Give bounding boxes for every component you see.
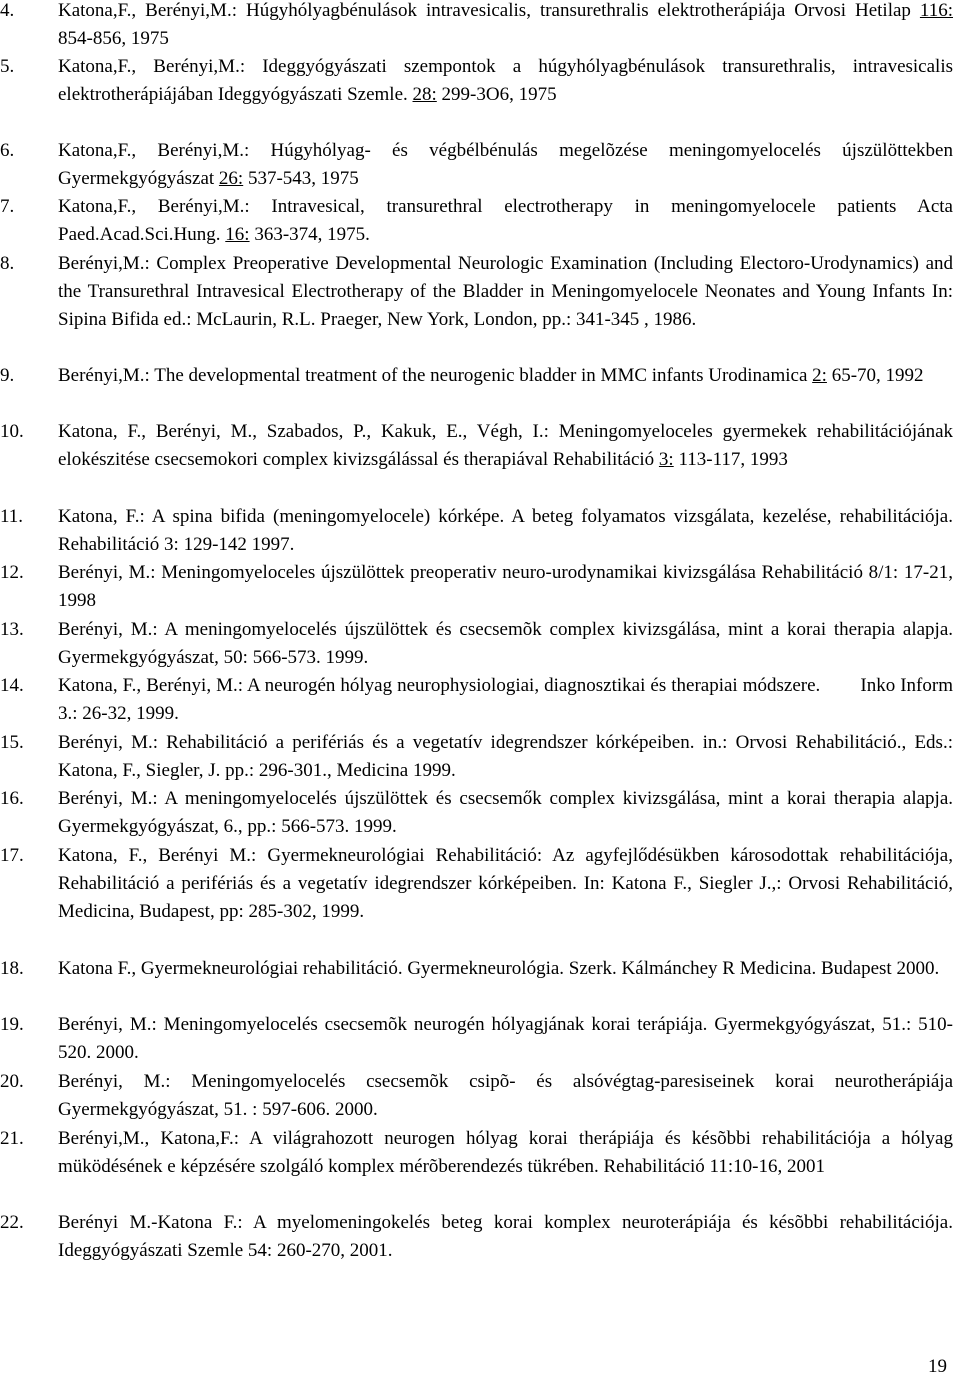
reference-text: Berényi,M., Katona,F.: A világrahozott neurogen hólyag korai therápiája és késõbbi rehabilitációja a hólyag müködésének e képzésére szolgáló komplex mérõberendezés tükrében. Rehabilitáció 11:10-16, 2001 [58, 1128, 953, 1177]
reference-number: 21. [0, 1128, 24, 1149]
reference-text: Katona, F., Berényi M.: Gyermekneurológiai Rehabilitáció: Az agyfejlődésükben károsodottak rehabilitációja, Rehabilitáció a perifériás és a vegetatív idegrendszer kórképeiben. In: Katona F., Siegler J.,: Orvosi Rehabilitáció, Medicina, Budapest, pp: 285-302, 1999. [58, 845, 953, 922]
reference-number: 16. [0, 788, 24, 809]
reference-number: 18. [0, 958, 24, 979]
reference-text: Berényi, M.: Rehabilitáció a perifériás és a vegetatív idegrendszer kórképeiben. in.: Orvosi Rehabilitáció., Eds.: Katona, F., Siegler, J. pp.: 296-301., Medicina 1999. [58, 732, 953, 781]
reference-text: Berényi, M.: A meningomyelocelés újszülöttek és csecsemõk complex kivizsgálása, mint a korai therapia alapja. Gyermekgyógyászat, 50: 566-573. 1999. [58, 619, 953, 668]
reference-text: Berényi, M.: A meningomyelocelés újszülöttek és csecsemők complex kivizsgálása, mint a korai therapia alapja. Gyermekgyógyászat, 6., pp.: 566-573. 1999. [58, 788, 953, 837]
reference-item [0, 418, 953, 474]
reference-item [0, 1011, 953, 1067]
reference-number: 19. [0, 1014, 24, 1035]
reference-item [0, 137, 953, 193]
reference-number: 14. [0, 675, 24, 696]
reference-text: Berényi, M.: Meningomyelocelés csecsemõk neurogén hólyagjának korai terápiája. Gyermekgyógyászat, 51.: 510-520. 2000. [58, 1014, 953, 1063]
reference-item [0, 362, 953, 390]
reference-text: Berényi, M.: Meningomyeloceles újszülöttek preoperativ neuro-urodynamikai kivizsgálása Rehabilitáció 8/1: 17-21, 1998 [58, 562, 953, 611]
reference-text: Berényi, M.: Meningomyelocelés csecsemõk csipõ- és alsóvégtag-paresiseinek korai neurotherápiája Gyermekgyógyászat, 51. : 597-606. 2000. [58, 1071, 953, 1120]
reference-number: 4. [0, 0, 15, 21]
reference-item [0, 250, 953, 334]
reference-number: 7. [0, 196, 15, 217]
reference-text: Katona, F.: A spina bifida (meningomyelocele) kórképe. A beteg folyamatos vizsgálata, kezelése, rehabilitációja. Rehabilitáció 3: 129-142 1997. [58, 506, 953, 555]
reference-number: 12. [0, 562, 24, 583]
reference-number: 13. [0, 619, 24, 640]
reference-number: 20. [0, 1071, 24, 1092]
reference-text: Berényi,M.: The developmental treatment of the neurogenic bladder in MMC infants Urodinamica 2: 65-70, 1992 [58, 365, 924, 386]
reference-number: 11. [0, 506, 24, 527]
reference-number: 6. [0, 140, 15, 161]
reference-item [0, 503, 953, 559]
reference-item [0, 1068, 953, 1124]
reference-item [0, 729, 953, 785]
reference-text: Katona F., Gyermekneurológiai rehabilitáció. Gyermekneurológia. Szerk. Kálmánchey R Medicina. Budapest 2000. [58, 958, 940, 979]
reference-number: 15. [0, 732, 24, 753]
reference-item [0, 955, 953, 983]
reference-number: 10. [0, 421, 24, 442]
reference-text: Berényi,M.: Complex Preoperative Developmental Neurologic Examination (Including Electoro-Urodynamics) and the Transurethral Intravesical Electrotherapy of the Bladder in Meningomyelocele Neonates and Young Infants In: Sipina Bifida ed.: McLaurin, R.L. Praeger, New York, London, pp.: 341-345 , 1986. [58, 253, 953, 330]
reference-text: Katona,F., Berényi,M.: Húgyhólyagbénulások intravesicalis, transurethralis elektrotherápiája Orvosi Hetilap 116: 854-856, 1975 [58, 0, 953, 49]
reference-item [0, 53, 953, 109]
page-number: 19 [928, 1356, 947, 1377]
reference-number: 9. [0, 365, 15, 386]
reference-text: Katona,F., Berényi,M.: Ideggyógyászati szempontok a húgyhólyagbénulások transurethralis, intravesicalis elektrotherápiájában Ideggyógyászati Szemle. 28: 299-3O6, 1975 [58, 56, 953, 105]
reference-item [0, 193, 953, 249]
reference-item [0, 1209, 953, 1265]
reference-number: 22. [0, 1212, 24, 1233]
reference-item [0, 842, 953, 926]
reference-number: 5. [0, 56, 15, 77]
reference-text: Katona,F., Berényi,M.: Intravesical, transurethral electrotherapy in meningomyelocele patients Acta Paed.Acad.Sci.Hung. 16: 363-374, 1975. [58, 196, 953, 245]
reference-item [0, 785, 953, 841]
reference-text: Berényi M.-Katona F.: A myelomeningokelés beteg korai komplex neuroterápiája és késõbbi rehabilitációja. Ideggyógyászati Szemle 54: 260-270, 2001. [58, 1212, 953, 1261]
reference-number: 8. [0, 253, 15, 274]
reference-number: 17. [0, 845, 24, 866]
reference-item [0, 1125, 953, 1181]
reference-item [0, 559, 953, 615]
reference-item [0, 616, 953, 672]
reference-item [0, 672, 958, 728]
reference-text: Katona, F., Berényi, M., Szabados, P., Kakuk, E., Végh, I.: Meningomyeloceles gyermekek rehabilitációjának elokészitése csecsemokori complex kivizsgálással és therapiával Rehabilitáció 3: 113-117, 1993 [58, 421, 953, 470]
reference-text: Katona,F., Berényi,M.: Húgyhólyag- és végbélbénulás megelõzése meningomyelocelés újszülöttekben Gyermekgyógyászat 26: 537-543, 1975 [58, 140, 953, 189]
reference-item [0, 0, 953, 53]
reference-text: Katona, F., Berényi, M.: A neurogén hólyag neurophysiologiai, diagnosztikai és therapiai módszere. Inko Inform 3.: 26-32, 1999. [58, 675, 958, 724]
